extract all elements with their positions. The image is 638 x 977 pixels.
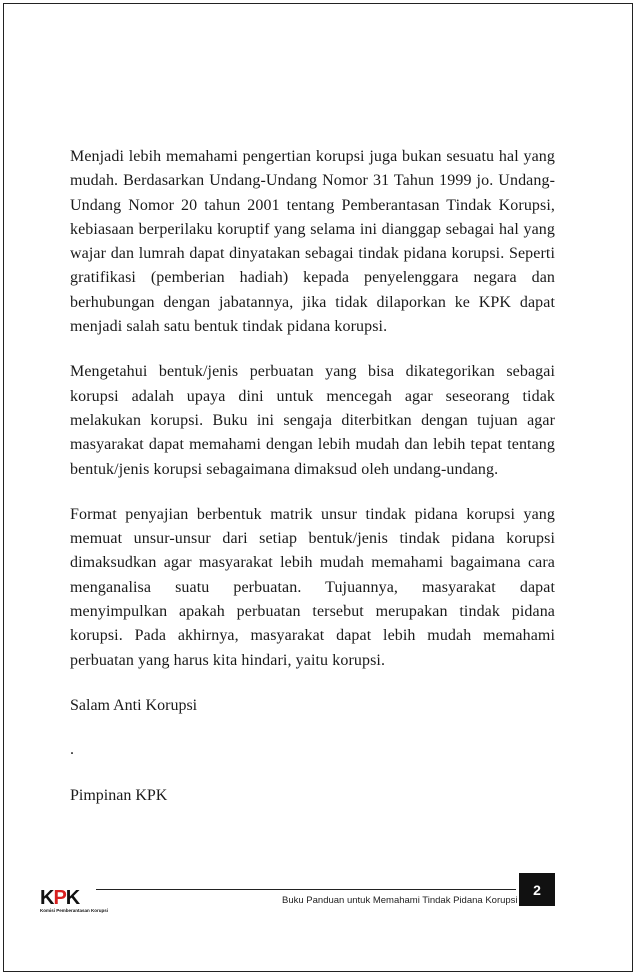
separator-dot: . bbox=[70, 740, 74, 758]
paragraph-2: Mengetahui bentuk/jenis perbuatan yang bisa dikategorikan sebagai korupsi adalah upaya dini untuk mencegah agar seseorang tidak melakukan korupsi. Buku ini sengaja diterbitkan dengan tujuan agar masyarakat dapat memahami dengan lebih mudah dan lebih tepat tentang bentuk/jenis korupsi sebagaimana dimaksud oleh undang-undang. bbox=[70, 363, 555, 478]
svg-text:KPK: KPK bbox=[40, 887, 80, 907]
kpk-logo bbox=[40, 887, 120, 917]
kpk-logo-icon bbox=[40, 887, 100, 907]
salutation: Salam Anti Korupsi bbox=[70, 696, 198, 714]
footer-book-title: Buku Panduan untuk Memahami Tindak Pidana Korupsi bbox=[282, 895, 518, 906]
paragraph-1: Menjadi lebih memahami pengertian korupsi juga bukan sesuatu hal yang mudah. Berdasarkan Undang-Undang Nomor 31 Tahun 1999 jo. Undang-Undang Nomor 20 tahun 2001 tentang Pemberantasan Tindak Korupsi, kebiasaan berperilaku koruptif yang selama ini dianggap sebagai hal yang wajar dan lumrah dapat dinyatakan sebagai tindak pidana korupsi. Seperti gratifikasi (pemberian hadiah) kepada penyelenggara negara dan berhubungan dengan jabatannya, jika tidak dilaporkan ke KPK dapat menjadi salah satu bentuk tindak pidana korupsi. bbox=[70, 148, 555, 336]
footer-rule bbox=[96, 889, 516, 890]
paragraph-3: Format penyajian berbentuk matrik unsur tindak pidana korupsi yang memuat unsur-unsur dari setiap bentuk/jenis tindak pidana korupsi dimaksudkan agar masyarakat lebih mudah memahami bagaimana cara menganalisa suatu perbuatan. Tujuannya, masyarakat dapat menyimpulkan apakah perbuatan tersebut merupakan tindak pidana korupsi. Pada akhirnya, masyarakat dapat lebih mudah memahami perbuatan yang harus kita hindari, yaitu korupsi. bbox=[70, 505, 555, 669]
logo-subtitle: Komisi Pemberantasan Korupsi bbox=[40, 908, 109, 913]
signature: Pimpinan KPK bbox=[70, 786, 168, 804]
foreword-body bbox=[70, 145, 555, 808]
page-number-badge: 2 bbox=[519, 873, 555, 906]
